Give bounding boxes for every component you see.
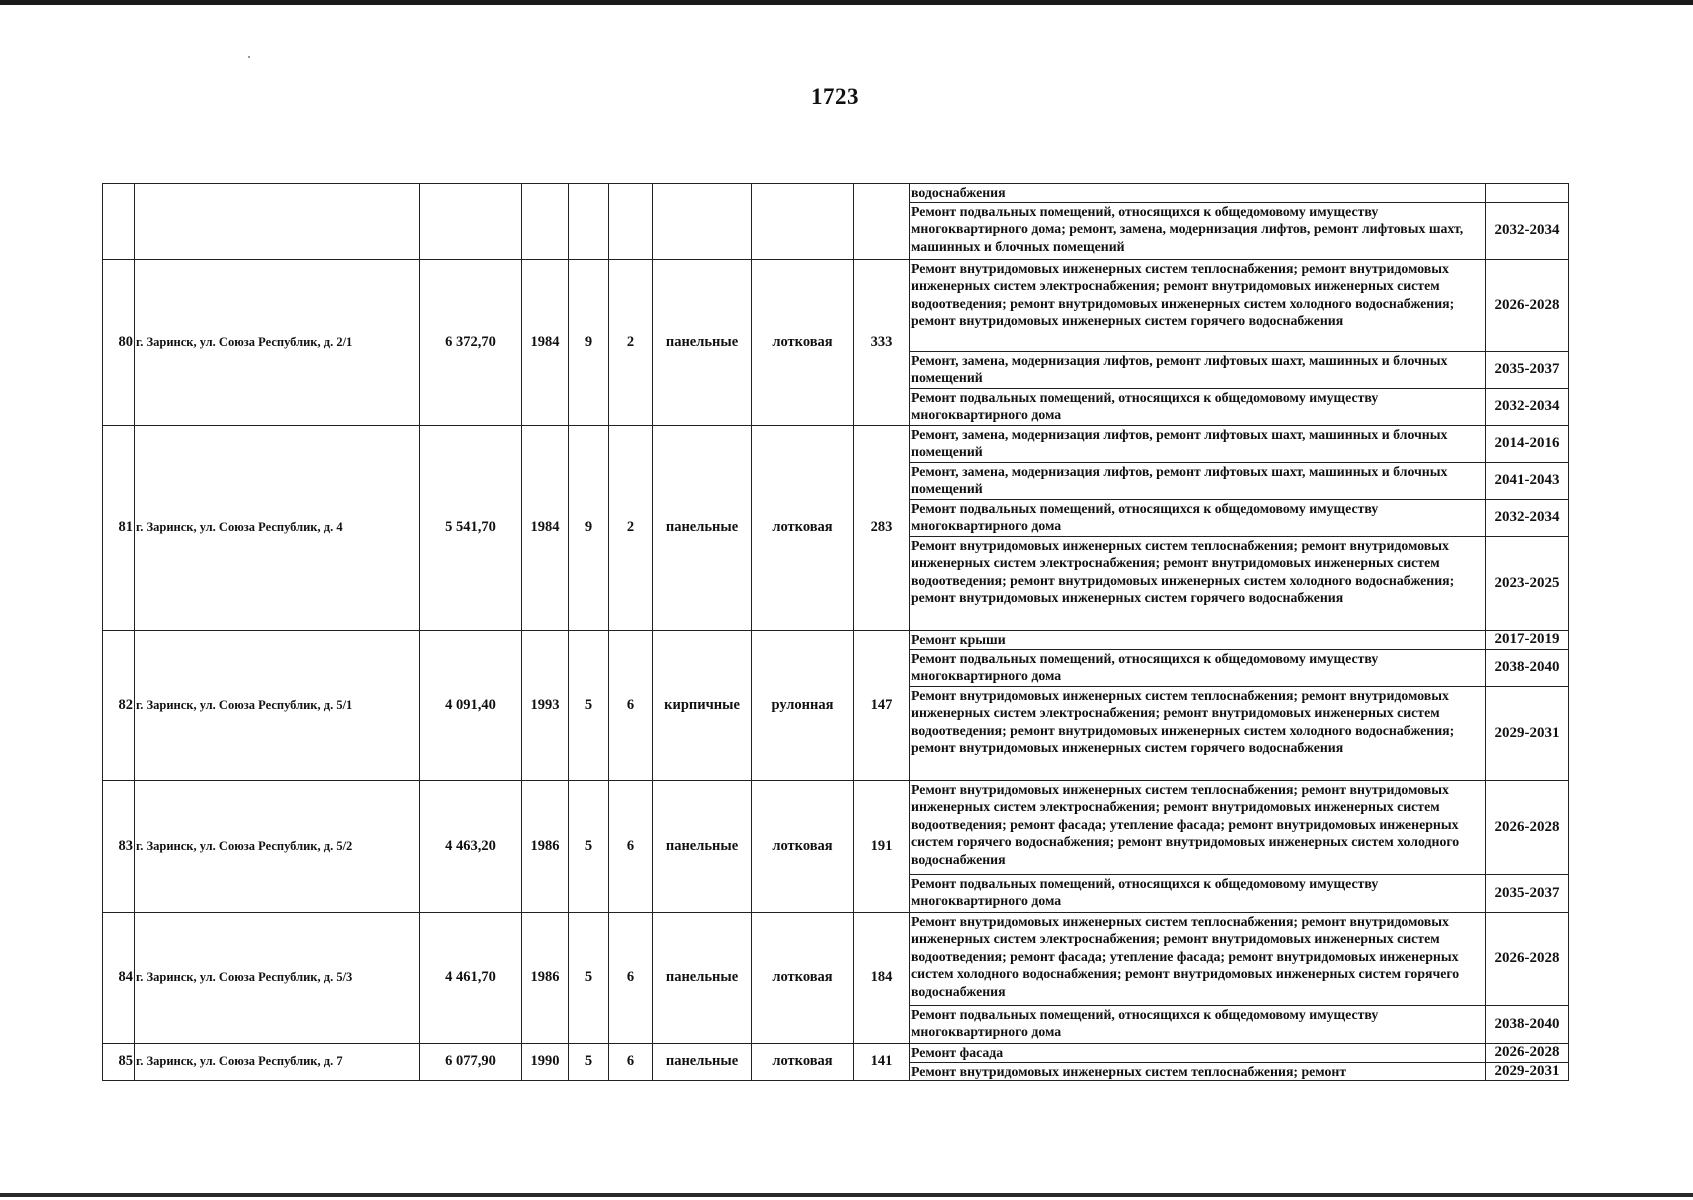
build-year-cell: 1986 [522,780,569,912]
residents-cell: 147 [854,630,910,780]
work-type-cell: Ремонт внутридомовых инженерных систем теплоснабжения; ремонт [910,1062,1486,1081]
residents-cell: 184 [854,912,910,1043]
table-row [103,780,1569,874]
work-period-cell: 2032-2034 [1486,202,1569,259]
entrances-cell: 6 [609,1043,653,1081]
total-area-cell: 4 091,40 [420,630,522,780]
work-period-cell: 2026-2028 [1486,1043,1569,1062]
entrances-cell: 2 [609,259,653,425]
table-row [103,912,1569,1005]
total-area-cell: 4 461,70 [420,912,522,1043]
address-cell: г. Заринск, ул. Союза Республик, д. 2/1 [135,259,420,425]
work-period-cell [1486,184,1569,203]
work-period-cell: 2038-2040 [1486,649,1569,686]
address-cell: г. Заринск, ул. Союза Республик, д. 5/1 [135,630,420,780]
entrances-cell: 2 [609,425,653,630]
work-period-cell: 2026-2028 [1486,912,1569,1005]
total-area-cell: 5 541,70 [420,425,522,630]
empty-continuation-cell [420,184,522,260]
roof-type-cell: лотковая [752,259,854,425]
floors-cell: 5 [569,780,609,912]
floors-cell: 5 [569,630,609,780]
work-period-cell: 2035-2037 [1486,351,1569,388]
work-period-cell: 2026-2028 [1486,259,1569,351]
work-type-cell: Ремонт подвальных помещений, относящихся к общедомовому имуществу многоквартирного дома [910,649,1486,686]
wall-material-cell: панельные [653,780,752,912]
empty-continuation-cell [653,184,752,260]
wall-material-cell: панельные [653,1043,752,1081]
total-area-cell: 4 463,20 [420,780,522,912]
table-row [103,630,1569,649]
row-number-cell: 84 [103,912,135,1043]
residents-cell: 191 [854,780,910,912]
work-type-cell: Ремонт, замена, модернизация лифтов, ремонт лифтовых шахт, машинных и блочных помещений [910,425,1486,462]
work-type-cell: Ремонт внутридомовых инженерных систем теплоснабжения; ремонт внутридомовых инженерных систем электроснабжения; ремонт внутридомовых инженерных систем водоотведения; ремонт внутридомовых инженерных систем холодного водоснабжения; ремонт внутридомовых инженерных систем горячего водоснабжения [910,259,1486,351]
total-area-cell: 6 077,90 [420,1043,522,1081]
work-period-cell: 2017-2019 [1486,630,1569,649]
row-number-cell: 85 [103,1043,135,1081]
floors-cell: 5 [569,1043,609,1081]
work-period-cell: 2032-2034 [1486,388,1569,425]
empty-continuation-cell [752,184,854,260]
wall-material-cell: панельные [653,912,752,1043]
work-type-cell: Ремонт внутридомовых инженерных систем теплоснабжения; ремонт внутридомовых инженерных систем электроснабжения; ремонт внутридомовых инженерных систем водоотведения; ремонт внутридомовых инженерных систем холодного водоснабжения; ремонт внутридомовых инженерных систем горячего водоснабжения [910,686,1486,780]
table-row [103,259,1569,351]
roof-type-cell: лотковая [752,425,854,630]
roof-type-cell: рулонная [752,630,854,780]
work-type-cell: Ремонт внутридомовых инженерных систем теплоснабжения; ремонт внутридомовых инженерных систем электроснабжения; ремонт внутридомовых инженерных систем водоотведения; ремонт внутридомовых инженерных систем холодного водоснабжения; ремонт внутридомовых инженерных систем горячего водоснабжения [910,536,1486,630]
total-area-cell: 6 372,70 [420,259,522,425]
work-type-cell: водоснабжения [910,184,1486,203]
work-period-cell: 2032-2034 [1486,499,1569,536]
work-type-cell: Ремонт внутридомовых инженерных систем теплоснабжения; ремонт внутридомовых инженерных систем электроснабжения; ремонт внутридомовых инженерных систем водоотведения; ремонт фасада; утепление фасада; ремонт внутридомовых инженерных систем горячего водоснабжения; ремонт внутридомовых инженерных систем холодного водоснабжения [910,780,1486,874]
work-period-cell: 2014-2016 [1486,425,1569,462]
empty-continuation-cell [854,184,910,260]
roof-type-cell: лотковая [752,1043,854,1081]
work-period-cell: 2035-2037 [1486,874,1569,912]
row-number-cell: 82 [103,630,135,780]
roof-type-cell: лотковая [752,780,854,912]
row-number-cell: 81 [103,425,135,630]
wall-material-cell: кирпичные [653,630,752,780]
address-cell: г. Заринск, ул. Союза Республик, д. 5/2 [135,780,420,912]
work-period-cell: 2026-2028 [1486,780,1569,874]
page-number: 1723 [811,84,859,109]
address-cell: г. Заринск, ул. Союза Республик, д. 4 [135,425,420,630]
table-body [103,184,1569,1081]
empty-continuation-cell [135,184,420,260]
entrances-cell: 6 [609,630,653,780]
work-type-cell: Ремонт подвальных помещений, относящихся к общедомовому имуществу многоквартирного дома [910,499,1486,536]
entrances-cell: 6 [609,780,653,912]
wall-material-cell: панельные [653,259,752,425]
table-row [103,1043,1569,1062]
top-scan-rule [0,0,1693,5]
floors-cell: 9 [569,425,609,630]
work-period-cell: 2029-2031 [1486,686,1569,780]
work-period-cell: 2023-2025 [1486,536,1569,630]
residents-cell: 333 [854,259,910,425]
row-number-cell: 83 [103,780,135,912]
work-type-cell: Ремонт внутридомовых инженерных систем теплоснабжения; ремонт внутридомовых инженерных систем электроснабжения; ремонт внутридомовых инженерных систем водоотведения; ремонт фасада; утепление фасада; ремонт внутридомовых инженерных систем холодного водоснабжения; ремонт внутридомовых инженерных систем горячего водоснабжения [910,912,1486,1005]
empty-continuation-cell [103,184,135,260]
roof-type-cell: лотковая [752,912,854,1043]
work-type-cell: Ремонт фасада [910,1043,1486,1062]
row-number-cell: 80 [103,259,135,425]
wall-material-cell: панельные [653,425,752,630]
repair-program-table [102,183,1569,1081]
address-cell: г. Заринск, ул. Союза Республик, д. 7 [135,1043,420,1081]
work-type-cell: Ремонт подвальных помещений, относящихся к общедомовому имуществу многоквартирного дома [910,1005,1486,1043]
build-year-cell: 1986 [522,912,569,1043]
bottom-scan-rule [0,1193,1693,1197]
work-type-cell: Ремонт подвальных помещений, относящихся к общедомовому имуществу многоквартирного дома [910,874,1486,912]
floors-cell: 5 [569,912,609,1043]
build-year-cell: 1993 [522,630,569,780]
work-type-cell: Ремонт подвальных помещений, относящихся к общедомовому имуществу многоквартирного дома [910,388,1486,425]
build-year-cell: 1984 [522,259,569,425]
work-type-cell: Ремонт, замена, модернизация лифтов, ремонт лифтовых шахт, машинных и блочных помещений [910,462,1486,499]
empty-continuation-cell [522,184,569,260]
residents-cell: 141 [854,1043,910,1081]
table-row [103,425,1569,462]
scan-speck [248,56,250,58]
floors-cell: 9 [569,259,609,425]
build-year-cell: 1984 [522,425,569,630]
work-type-cell: Ремонт крыши [910,630,1486,649]
work-type-cell: Ремонт, замена, модернизация лифтов, ремонт лифтовых шахт, машинных и блочных помещений [910,351,1486,388]
table-row [103,184,1569,203]
build-year-cell: 1990 [522,1043,569,1081]
empty-continuation-cell [569,184,609,260]
work-type-cell: Ремонт подвальных помещений, относящихся к общедомовому имуществу многоквартирного дома; ремонт, замена, модернизация лифтов, ремонт лифтовых шахт, машинных и блочных помещений [910,202,1486,259]
work-period-cell: 2029-2031 [1486,1062,1569,1081]
residents-cell: 283 [854,425,910,630]
empty-continuation-cell [609,184,653,260]
work-period-cell: 2041-2043 [1486,462,1569,499]
entrances-cell: 6 [609,912,653,1043]
address-cell: г. Заринск, ул. Союза Республик, д. 5/3 [135,912,420,1043]
work-period-cell: 2038-2040 [1486,1005,1569,1043]
